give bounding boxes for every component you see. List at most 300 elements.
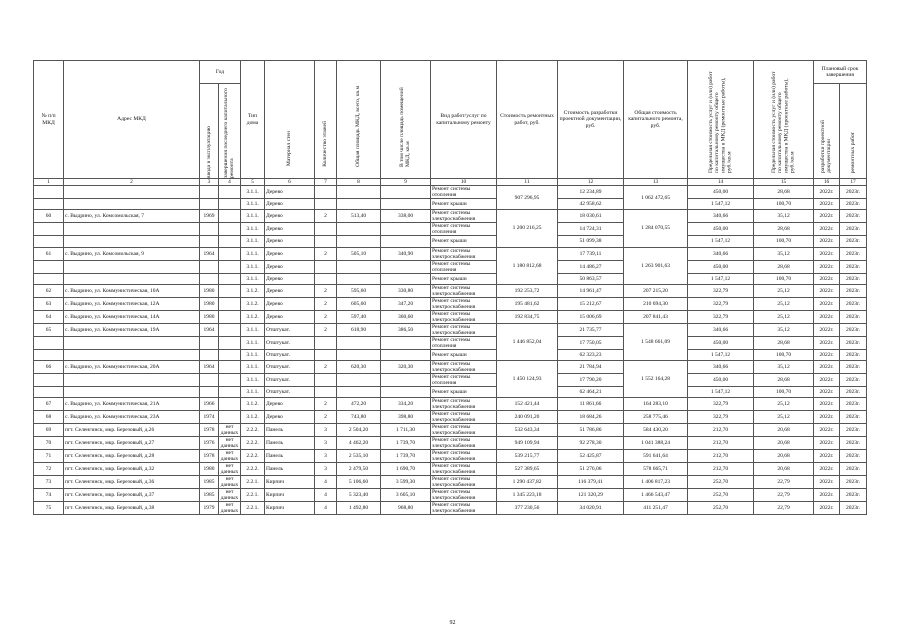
cell-premises-area bbox=[381, 349, 431, 360]
cell-repair-cost: 152 421,44 bbox=[497, 398, 558, 411]
cell-address bbox=[64, 223, 200, 236]
cell-limit-cost-repair: 322,79 bbox=[688, 310, 754, 323]
cell-design-cost: 42 958,62 bbox=[558, 199, 624, 210]
cell-commission-year: 1978 bbox=[200, 424, 219, 437]
cell-house-type: 3.1.1. bbox=[241, 223, 265, 236]
cell-plan-design: 2022г. bbox=[814, 284, 840, 297]
column-number: 16 bbox=[814, 179, 840, 186]
cell-num: 65 bbox=[34, 323, 64, 336]
cell-plan-design: 2022г. bbox=[814, 361, 840, 374]
header-limit-cost-repair: Предельная стоимость услуг и (или) работ по капитальному ремонту общего имущества в МКД (ремонтные работы), руб./кв.м bbox=[708, 70, 733, 173]
column-number: 11 bbox=[497, 179, 558, 186]
cell-floors: 4 bbox=[315, 489, 337, 502]
cell-commission-year bbox=[200, 349, 219, 360]
cell-plan-repair: 2023г. bbox=[840, 387, 867, 398]
cell-commission-year: 1969 bbox=[200, 210, 219, 223]
cell-work-type: Ремонт системы электроснабжения bbox=[431, 437, 497, 450]
cell-design-cost: 17 750,05 bbox=[558, 336, 624, 349]
cell-address: пгт. Селенгинск, мкр. Березовый, д.37 bbox=[64, 489, 200, 502]
cell-wall-material: Дерево bbox=[265, 186, 315, 199]
cell-limit-cost-design: 25,12 bbox=[754, 411, 814, 424]
cell-limit-cost-repair: 450,00 bbox=[688, 374, 754, 387]
cell-house-type: 2.2.2. bbox=[241, 450, 265, 463]
column-number: 1 bbox=[34, 179, 64, 186]
cell-repair-cost: 192 253,72 bbox=[497, 284, 558, 297]
cell-design-cost: 52 425,87 bbox=[558, 450, 624, 463]
cell-work-type: Ремонт системы отопления bbox=[431, 223, 497, 236]
cell-work-type: Ремонт крыши bbox=[431, 349, 497, 360]
cell-premises-area: 338,00 bbox=[381, 210, 431, 223]
cell-num bbox=[34, 236, 64, 247]
cell-last-repair-year bbox=[219, 398, 241, 411]
cell-floors bbox=[315, 374, 337, 387]
cell-plan-design: 2022г. bbox=[814, 349, 840, 360]
cell-wall-material: Дерево bbox=[265, 247, 315, 260]
table-row bbox=[34, 489, 867, 502]
table-row bbox=[34, 297, 867, 310]
cell-wall-material: Отштукат. bbox=[265, 361, 315, 374]
cell-total-area: 513,40 bbox=[337, 210, 381, 223]
cell-address: с. Выдрино, ул. Коммунистическая, 23А bbox=[64, 411, 200, 424]
cell-num bbox=[34, 273, 64, 284]
cell-premises-area bbox=[381, 336, 431, 349]
cell-floors: 2 bbox=[315, 398, 337, 411]
table-row bbox=[34, 199, 867, 210]
cell-num bbox=[34, 223, 64, 236]
cell-total-cost: 1 552 164,28 bbox=[624, 361, 688, 398]
cell-plan-repair: 2023г. bbox=[840, 463, 867, 476]
cell-limit-cost-repair: 322,79 bbox=[688, 284, 754, 297]
cell-floors: 2 bbox=[315, 323, 337, 336]
header-total-cost: Общая стоимость капитального ремонта, руб. bbox=[624, 61, 688, 179]
cell-num: 66 bbox=[34, 361, 64, 374]
cell-total-cost: 1 466 543,47 bbox=[624, 489, 688, 502]
cell-design-cost: 21 735,77 bbox=[558, 323, 624, 336]
cell-total-area bbox=[337, 223, 381, 236]
cell-last-repair-year bbox=[219, 323, 241, 336]
cell-design-cost: 62 323,23 bbox=[558, 349, 624, 360]
cell-work-type: Ремонт системы электроснабжения bbox=[431, 210, 497, 223]
cell-commission-year: 1964 bbox=[200, 361, 219, 374]
cell-last-repair-year bbox=[219, 349, 241, 360]
cell-limit-cost-design: 100,70 bbox=[754, 199, 814, 210]
cell-work-type: Ремонт системы электроснабжения bbox=[431, 297, 497, 310]
column-number: 14 bbox=[688, 179, 754, 186]
cell-commission-year: 1980 bbox=[200, 297, 219, 310]
cell-wall-material: Панель bbox=[265, 424, 315, 437]
cell-last-repair-year bbox=[219, 310, 241, 323]
column-number: 12 bbox=[558, 179, 624, 186]
cell-address: с. Выдрино, ул. Комсомольская, 9 bbox=[64, 247, 200, 260]
cell-house-type: 3.1.1. bbox=[241, 247, 265, 260]
cell-plan-design: 2022г. bbox=[814, 247, 840, 260]
cell-num: 62 bbox=[34, 284, 64, 297]
cell-repair-cost: 907 296,95 bbox=[497, 186, 558, 210]
cell-wall-material: Дерево bbox=[265, 310, 315, 323]
cell-plan-design: 2022г. bbox=[814, 273, 840, 284]
cell-commission-year bbox=[200, 336, 219, 349]
table-row bbox=[34, 210, 867, 223]
cell-address bbox=[64, 236, 200, 247]
cell-work-type: Ремонт системы отопления bbox=[431, 374, 497, 387]
cell-total-cost: 207 215,20 bbox=[624, 284, 688, 297]
cell-total-area: 2 504,20 bbox=[337, 424, 381, 437]
cell-commission-year bbox=[200, 387, 219, 398]
cell-commission-year bbox=[200, 223, 219, 236]
cell-house-type: 3.1.2. bbox=[241, 297, 265, 310]
cell-last-repair-year bbox=[219, 374, 241, 387]
cell-limit-cost-repair: 252,70 bbox=[688, 502, 754, 515]
table-row bbox=[34, 398, 867, 411]
cell-num bbox=[34, 374, 64, 387]
cell-limit-cost-repair: 252,70 bbox=[688, 489, 754, 502]
cell-premises-area bbox=[381, 374, 431, 387]
cell-work-type: Ремонт крыши bbox=[431, 199, 497, 210]
cell-commission-year: 1974 bbox=[200, 411, 219, 424]
cell-limit-cost-repair: 212,70 bbox=[688, 424, 754, 437]
cell-design-cost: 12 234,89 bbox=[558, 186, 624, 199]
cell-design-cost: 17 739,11 bbox=[558, 247, 624, 260]
cell-plan-design: 2022г. bbox=[814, 374, 840, 387]
table-row bbox=[34, 223, 867, 236]
cell-plan-repair: 2023г. bbox=[840, 374, 867, 387]
cell-plan-design: 2022г. bbox=[814, 323, 840, 336]
cell-design-cost: 21 784,94 bbox=[558, 361, 624, 374]
cell-total-area bbox=[337, 186, 381, 199]
cell-last-repair-year: нет данных bbox=[219, 476, 241, 489]
cell-floors: 2 bbox=[315, 361, 337, 374]
cell-wall-material: Панель bbox=[265, 450, 315, 463]
cell-address: пгт. Селенгинск, мкр. Березовый, д.28 bbox=[64, 450, 200, 463]
cell-total-area: 605,60 bbox=[337, 297, 381, 310]
cell-total-cost: 210 694,30 bbox=[624, 297, 688, 310]
cell-last-repair-year: нет данных bbox=[219, 437, 241, 450]
table-row bbox=[34, 361, 867, 374]
cell-premises-area bbox=[381, 199, 431, 210]
cell-limit-cost-design: 28,68 bbox=[754, 223, 814, 236]
cell-last-repair-year bbox=[219, 411, 241, 424]
cell-plan-design: 2022г. bbox=[814, 411, 840, 424]
cell-total-cost: 1 548 661,09 bbox=[624, 323, 688, 360]
cell-limit-cost-repair: 340,66 bbox=[688, 210, 754, 223]
column-number: 4 bbox=[219, 179, 241, 186]
cell-limit-cost-repair: 450,00 bbox=[688, 186, 754, 199]
cell-floors: 3 bbox=[315, 463, 337, 476]
cell-plan-repair: 2023г. bbox=[840, 437, 867, 450]
cell-plan-design: 2022г. bbox=[814, 398, 840, 411]
page-number: 92 bbox=[449, 620, 456, 626]
cell-design-cost: 15 006,69 bbox=[558, 310, 624, 323]
header-design-cost: Стоимость разработки проектной документации, руб. bbox=[558, 61, 624, 179]
cell-wall-material: Дерево bbox=[265, 260, 315, 273]
cell-last-repair-year bbox=[219, 297, 241, 310]
cell-plan-repair: 2023г. bbox=[840, 476, 867, 489]
cell-num: 63 bbox=[34, 297, 64, 310]
cell-house-type: 3.1.1. bbox=[241, 199, 265, 210]
cell-premises-area bbox=[381, 223, 431, 236]
cell-repair-cost: 1 345 223,18 bbox=[497, 489, 558, 502]
cell-floors: 2 bbox=[315, 284, 337, 297]
cell-wall-material: Дерево bbox=[265, 236, 315, 247]
cell-last-repair-year bbox=[219, 247, 241, 260]
cell-total-cost: 584 430,20 bbox=[624, 424, 688, 437]
cell-total-area: 618,90 bbox=[337, 323, 381, 336]
column-number: 15 bbox=[754, 179, 814, 186]
cell-repair-cost: 949 109,94 bbox=[497, 437, 558, 450]
cell-limit-cost-repair: 1 547,12 bbox=[688, 236, 754, 247]
cell-plan-design: 2022г. bbox=[814, 336, 840, 349]
cell-house-type: 3.1.2. bbox=[241, 411, 265, 424]
column-number: 3 bbox=[200, 179, 219, 186]
cell-address bbox=[64, 199, 200, 210]
cell-address bbox=[64, 260, 200, 273]
header-year-group: Год bbox=[200, 61, 241, 84]
cell-work-type: Ремонт системы электроснабжения bbox=[431, 411, 497, 424]
table-row bbox=[34, 502, 867, 515]
cell-design-cost: 51 786,86 bbox=[558, 424, 624, 437]
table-row bbox=[34, 323, 867, 336]
cell-plan-repair: 2023г. bbox=[840, 398, 867, 411]
cell-work-type: Ремонт системы электроснабжения bbox=[431, 310, 497, 323]
cell-plan-repair: 2023г. bbox=[840, 273, 867, 284]
table-row bbox=[34, 476, 867, 489]
cell-limit-cost-design: 22,79 bbox=[754, 489, 814, 502]
cell-limit-cost-repair: 212,70 bbox=[688, 450, 754, 463]
cell-house-type: 2.2.1. bbox=[241, 476, 265, 489]
cell-total-cost: 1 284 070,55 bbox=[624, 210, 688, 247]
header-work-type: Вид работ/услуг по капитальному ремонту bbox=[431, 61, 497, 179]
cell-plan-repair: 2023г. bbox=[840, 186, 867, 199]
cell-limit-cost-repair: 450,00 bbox=[688, 336, 754, 349]
cell-num bbox=[34, 186, 64, 199]
cell-repair-cost: 1 200 216,25 bbox=[497, 210, 558, 247]
cell-commission-year: 1964 bbox=[200, 247, 219, 260]
cell-design-cost: 14 486,27 bbox=[558, 260, 624, 273]
cell-premises-area bbox=[381, 387, 431, 398]
header-plan-group: Плановый срок завершения bbox=[814, 61, 867, 84]
cell-total-area: 620,30 bbox=[337, 361, 381, 374]
cell-total-area: 4 462,20 bbox=[337, 437, 381, 450]
cell-limit-cost-design: 20,68 bbox=[754, 424, 814, 437]
cell-floors: 2 bbox=[315, 297, 337, 310]
cell-num: 74 bbox=[34, 489, 64, 502]
cell-total-area: 5 106,60 bbox=[337, 476, 381, 489]
cell-wall-material: Отштукат. bbox=[265, 323, 315, 336]
cell-commission-year: 1985 bbox=[200, 489, 219, 502]
cell-commission-year bbox=[200, 260, 219, 273]
column-number: 13 bbox=[624, 179, 688, 186]
cell-total-cost: 411 251,47 bbox=[624, 502, 688, 515]
cell-address: пгт. Селенгинск, мкр. Березовый, д.26 bbox=[64, 424, 200, 437]
column-number: 10 bbox=[431, 179, 497, 186]
cell-num bbox=[34, 387, 64, 398]
cell-design-cost: 15 212,67 bbox=[558, 297, 624, 310]
cell-floors bbox=[315, 260, 337, 273]
cell-design-cost: 62 464,21 bbox=[558, 387, 624, 398]
cell-num: 72 bbox=[34, 463, 64, 476]
cell-floors bbox=[315, 199, 337, 210]
cell-total-area: 5 323,40 bbox=[337, 489, 381, 502]
cell-repair-cost: 527 389,65 bbox=[497, 463, 558, 476]
cell-commission-year: 1980 bbox=[200, 463, 219, 476]
table-row bbox=[34, 424, 867, 437]
cell-work-type: Ремонт системы отопления bbox=[431, 260, 497, 273]
cell-last-repair-year bbox=[219, 361, 241, 374]
cell-limit-cost-repair: 1 547,12 bbox=[688, 273, 754, 284]
cell-design-cost: 92 278,30 bbox=[558, 437, 624, 450]
cell-num: 70 bbox=[34, 437, 64, 450]
cell-commission-year: 1985 bbox=[200, 476, 219, 489]
cell-commission-year: 1976 bbox=[200, 437, 219, 450]
capital-repair-table bbox=[33, 60, 867, 515]
cell-limit-cost-design: 35,12 bbox=[754, 361, 814, 374]
cell-work-type: Ремонт системы электроснабжения bbox=[431, 247, 497, 260]
cell-total-area bbox=[337, 260, 381, 273]
cell-house-type: 3.1.1. bbox=[241, 361, 265, 374]
cell-total-cost: 1 062 472,65 bbox=[624, 186, 688, 210]
cell-premises-area: 1 690,70 bbox=[381, 463, 431, 476]
cell-limit-cost-repair: 450,00 bbox=[688, 260, 754, 273]
cell-floors: 2 bbox=[315, 210, 337, 223]
cell-plan-repair: 2023г. bbox=[840, 411, 867, 424]
cell-limit-cost-repair: 322,79 bbox=[688, 297, 754, 310]
cell-floors: 2 bbox=[315, 247, 337, 260]
cell-limit-cost-design: 25,12 bbox=[754, 310, 814, 323]
table-row bbox=[34, 273, 867, 284]
cell-wall-material: Дерево bbox=[265, 273, 315, 284]
cell-work-type: Ремонт системы электроснабжения bbox=[431, 424, 497, 437]
table-row bbox=[34, 349, 867, 360]
cell-limit-cost-repair: 322,79 bbox=[688, 411, 754, 424]
cell-limit-cost-repair: 450,00 bbox=[688, 223, 754, 236]
cell-limit-cost-design: 22,79 bbox=[754, 476, 814, 489]
cell-limit-cost-repair: 1 547,12 bbox=[688, 387, 754, 398]
cell-limit-cost-design: 20,68 bbox=[754, 463, 814, 476]
cell-premises-area: 1 739,70 bbox=[381, 437, 431, 450]
cell-last-repair-year bbox=[219, 236, 241, 247]
cell-house-type: 3.1.2. bbox=[241, 284, 265, 297]
cell-work-type: Ремонт системы электроснабжения bbox=[431, 398, 497, 411]
cell-design-cost: 116 379,41 bbox=[558, 476, 624, 489]
cell-commission-year bbox=[200, 236, 219, 247]
cell-wall-material: Дерево bbox=[265, 223, 315, 236]
table-row bbox=[34, 284, 867, 297]
header-num: № п/п МКД bbox=[34, 61, 64, 179]
cell-address: с. Выдрино, ул. Коммунистическая, 10А bbox=[64, 284, 200, 297]
cell-limit-cost-repair: 322,79 bbox=[688, 398, 754, 411]
repair-program-sheet bbox=[33, 60, 866, 515]
cell-house-type: 3.1.1. bbox=[241, 336, 265, 349]
cell-house-type: 3.1.1. bbox=[241, 273, 265, 284]
cell-premises-area: 340,90 bbox=[381, 247, 431, 260]
cell-house-type: 2.2.2. bbox=[241, 437, 265, 450]
cell-limit-cost-design: 25,12 bbox=[754, 284, 814, 297]
cell-repair-cost: 1 290 437,82 bbox=[497, 476, 558, 489]
cell-work-type: Ремонт системы отопления bbox=[431, 186, 497, 199]
cell-work-type: Ремонт системы электроснабжения bbox=[431, 450, 497, 463]
cell-design-cost: 50 863,57 bbox=[558, 273, 624, 284]
cell-limit-cost-design: 100,70 bbox=[754, 349, 814, 360]
cell-limit-cost-repair: 252,70 bbox=[688, 476, 754, 489]
cell-last-repair-year: нет данных bbox=[219, 450, 241, 463]
cell-wall-material: Дерево bbox=[265, 284, 315, 297]
cell-limit-cost-design: 35,12 bbox=[754, 247, 814, 260]
cell-address bbox=[64, 387, 200, 398]
header-limit-cost-design: Предельная стоимость услуг и (или) работ по капитальному ремонту общего имущества в МКД (проектные работы), руб./кв.м bbox=[771, 70, 796, 173]
cell-limit-cost-design: 35,12 bbox=[754, 210, 814, 223]
cell-address: пгт. Селенгинск, мкр. Березовый, д.38 bbox=[64, 502, 200, 515]
cell-last-repair-year bbox=[219, 387, 241, 398]
cell-commission-year bbox=[200, 273, 219, 284]
column-number-row bbox=[34, 179, 867, 186]
header-commission-year: ввода в эксплуатацию bbox=[205, 125, 212, 178]
cell-work-type: Ремонт крыши bbox=[431, 387, 497, 398]
cell-commission-year bbox=[200, 186, 219, 199]
cell-house-type: 3.1.2. bbox=[241, 398, 265, 411]
cell-plan-design: 2022г. bbox=[814, 502, 840, 515]
cell-floors: 2 bbox=[315, 310, 337, 323]
cell-limit-cost-repair: 340,66 bbox=[688, 323, 754, 336]
cell-repair-cost: 1 446 852,04 bbox=[497, 323, 558, 360]
cell-floors bbox=[315, 186, 337, 199]
cell-limit-cost-design: 100,70 bbox=[754, 387, 814, 398]
cell-design-cost: 51 099,38 bbox=[558, 236, 624, 247]
cell-total-cost: 578 665,71 bbox=[624, 463, 688, 476]
cell-house-type: 3.1.1. bbox=[241, 210, 265, 223]
cell-wall-material: Дерево bbox=[265, 297, 315, 310]
cell-plan-design: 2022г. bbox=[814, 297, 840, 310]
header-plan-repair: ремонтных работ bbox=[849, 131, 856, 173]
cell-address bbox=[64, 374, 200, 387]
cell-wall-material: Кирпич bbox=[265, 476, 315, 489]
cell-num bbox=[34, 336, 64, 349]
cell-repair-cost: 1 450 124,93 bbox=[497, 361, 558, 398]
cell-total-area: 472,20 bbox=[337, 398, 381, 411]
cell-work-type: Ремонт системы электроснабжения bbox=[431, 323, 497, 336]
cell-wall-material: Отштукат. bbox=[265, 387, 315, 398]
cell-premises-area: 360,60 bbox=[381, 310, 431, 323]
table-row bbox=[34, 437, 867, 450]
cell-wall-material: Панель bbox=[265, 463, 315, 476]
cell-plan-repair: 2023г. bbox=[840, 502, 867, 515]
cell-limit-cost-repair: 340,66 bbox=[688, 247, 754, 260]
cell-limit-cost-design: 100,70 bbox=[754, 273, 814, 284]
cell-limit-cost-design: 28,68 bbox=[754, 260, 814, 273]
cell-num: 61 bbox=[34, 247, 64, 260]
cell-house-type: 3.1.1. bbox=[241, 236, 265, 247]
cell-premises-area: 968,80 bbox=[381, 502, 431, 515]
column-number: 2 bbox=[64, 179, 200, 186]
cell-last-repair-year bbox=[219, 199, 241, 210]
column-number: 17 bbox=[840, 179, 867, 186]
cell-house-type: 3.1.1. bbox=[241, 349, 265, 360]
cell-address bbox=[64, 349, 200, 360]
cell-premises-area: 320,30 bbox=[381, 361, 431, 374]
cell-house-type: 3.1.1. bbox=[241, 260, 265, 273]
cell-address: с. Выдрино, ул. Коммунистическая, 19А bbox=[64, 323, 200, 336]
cell-num: 71 bbox=[34, 450, 64, 463]
cell-commission-year bbox=[200, 199, 219, 210]
cell-premises-area: 3 605,10 bbox=[381, 489, 431, 502]
cell-limit-cost-design: 28,68 bbox=[754, 336, 814, 349]
cell-plan-design: 2022г. bbox=[814, 450, 840, 463]
cell-plan-repair: 2023г. bbox=[840, 236, 867, 247]
cell-plan-design: 2022г. bbox=[814, 463, 840, 476]
cell-num: 67 bbox=[34, 398, 64, 411]
cell-premises-area bbox=[381, 273, 431, 284]
cell-limit-cost-repair: 1 547,12 bbox=[688, 199, 754, 210]
cell-premises-area bbox=[381, 260, 431, 273]
